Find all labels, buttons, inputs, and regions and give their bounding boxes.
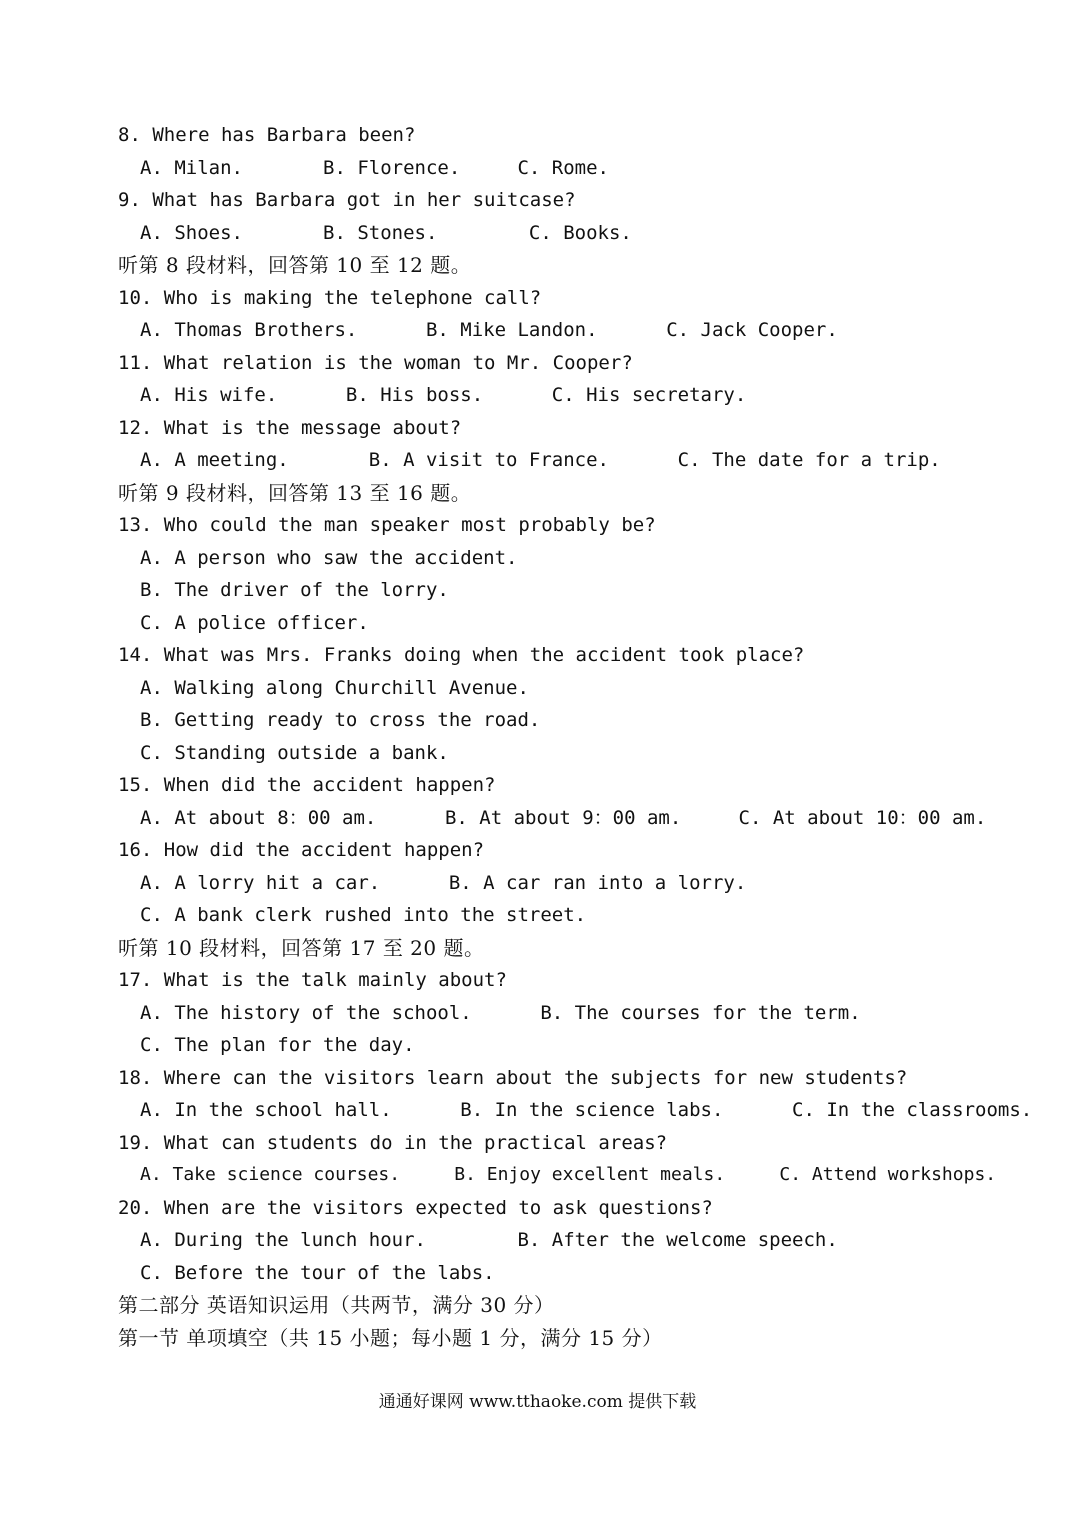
options-20ab: A. During the lunch hour. B. After the welcome speech. (140, 1229, 838, 1251)
option-13c: C. A police officer. (140, 612, 369, 634)
part-two-heading: 第二部分 英语知识运用（共两节，满分 30 分） (118, 1293, 555, 1317)
option-14a: A. Walking along Churchill Avenue. (140, 677, 529, 699)
option-13a: A. A person who saw the accident. (140, 547, 518, 569)
section-heading-material-10: 听第 10 段材料，回答第 17 至 20 题。 (118, 936, 485, 960)
question-10: 10. Who is making the telephone call? (118, 287, 542, 309)
options-8: A. Milan. B. Florence. C. Rome. (140, 157, 609, 179)
question-20: 20. When are the visitors expected to ask questions? (118, 1197, 713, 1219)
page-footer: 通通好课网 www.tthaoke.com 提供下载 (378, 1392, 697, 1412)
option-20c: C. Before the tour of the labs. (140, 1262, 495, 1284)
options-19: A. Take science courses. B. Enjoy excellent meals. C. Attend workshops. (140, 1164, 997, 1185)
options-17ab: A. The history of the school. B. The courses for the term. (140, 1002, 861, 1024)
question-14: 14. What was Mrs. Franks doing when the accident took place? (118, 644, 805, 666)
question-13: 13. Who could the man speaker most probably be? (118, 514, 656, 536)
question-19: 19. What can students do in the practical areas? (118, 1132, 668, 1154)
options-11: A. His wife. B. His boss. C. His secretary. (140, 384, 747, 406)
question-18: 18. Where can the visitors learn about the subjects for new students? (118, 1067, 908, 1089)
question-12: 12. What is the message about? (118, 417, 462, 439)
section-heading-material-8: 听第 8 段材料，回答第 10 至 12 题。 (118, 253, 472, 277)
options-12: A. A meeting. B. A visit to France. C. The date for a trip. (140, 449, 941, 471)
section-heading-material-9: 听第 9 段材料，回答第 13 至 16 题。 (118, 481, 472, 505)
option-16c: C. A bank clerk rushed into the street. (140, 904, 587, 926)
question-16: 16. How did the accident happen? (118, 839, 485, 861)
option-14c: C. Standing outside a bank. (140, 742, 449, 764)
options-16ab: A. A lorry hit a car. B. A car ran into a lorry. (140, 872, 747, 894)
question-17: 17. What is the talk mainly about? (118, 969, 507, 991)
option-17c: C. The plan for the day. (140, 1034, 415, 1056)
options-9: A. Shoes. B. Stones. C. Books. (140, 222, 632, 244)
options-15: A. At about 8：00 am. B. At about 9：00 am. C. At about 10：00 am. (140, 807, 987, 829)
section-one-heading: 第一节 单项填空（共 15 小题；每小题 1 分，满分 15 分） (118, 1326, 663, 1350)
option-13b: B. The driver of the lorry. (140, 579, 449, 601)
options-18: A. In the school hall. B. In the science labs. C. In the classrooms. (140, 1099, 1033, 1121)
question-8: 8. Where has Barbara been? (118, 124, 416, 146)
question-15: 15. When did the accident happen? (118, 774, 496, 796)
options-10: A. Thomas Brothers. B. Mike Landon. C. Jack Cooper. (140, 319, 838, 341)
option-14b: B. Getting ready to cross the road. (140, 709, 541, 731)
question-11: 11. What relation is the woman to Mr. Cooper? (118, 352, 633, 374)
question-9: 9. What has Barbara got in her suitcase? (118, 189, 576, 211)
